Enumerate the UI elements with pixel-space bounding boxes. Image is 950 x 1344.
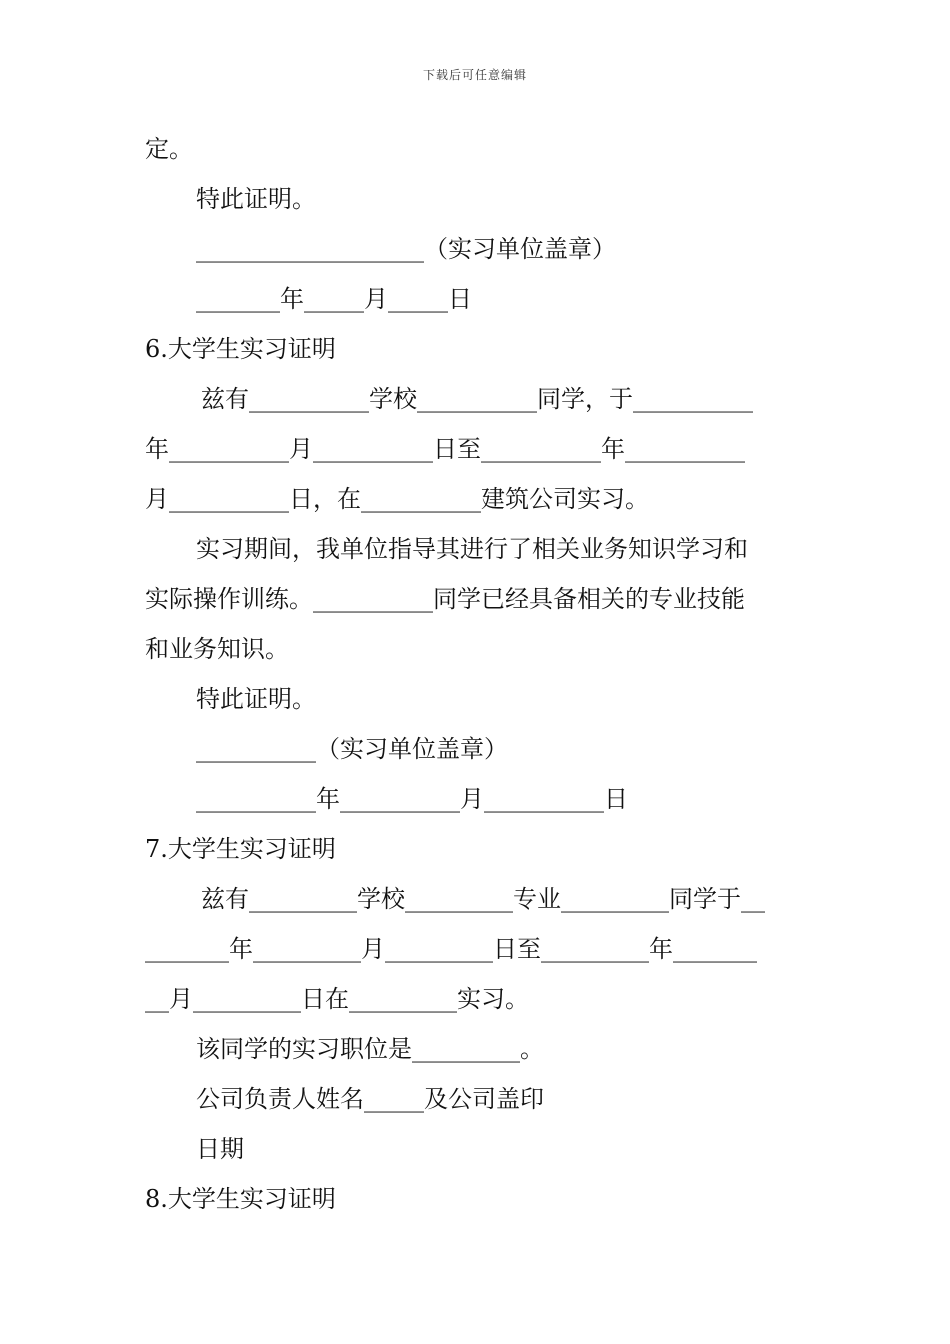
text-line: 定。 <box>145 135 193 163</box>
text-line: 公司负责人姓名_____及公司盖印 <box>196 1085 544 1113</box>
text-line: __月_________日在_________实习。 <box>145 985 529 1013</box>
page-header: 下载后可任意编辑 <box>422 68 527 82</box>
text-line: _______年_________月_________日至_________年_______ <box>145 935 757 963</box>
text-line: 特此证明。 <box>196 685 316 713</box>
text-line: 和业务知识。 <box>145 635 289 663</box>
text-line: 日期 <box>196 1135 244 1163</box>
text-line: 特此证明。 <box>196 185 316 213</box>
section-title: 8.大学生实习证明 <box>145 1185 336 1213</box>
text-line: 实习期间，我单位指导其进行了相关业务知识学习和 <box>196 535 748 563</box>
text-line: 该同学的实习职位是_________。 <box>196 1035 544 1063</box>
text-line: 兹有_________学校_________专业_________同学于__ <box>201 885 765 913</box>
text-line: 月__________日，在__________建筑公司实习。 <box>145 485 649 513</box>
text-line: 年__________月__________日至__________年__________ <box>145 435 745 463</box>
section-title: 7.大学生实习证明 <box>145 835 336 863</box>
section-title: 6.大学生实习证明 <box>145 335 336 363</box>
date-line: _______年_____月_____日 <box>196 285 472 313</box>
text-line: 实际操作训练。__________同学已经具备相关的专业技能 <box>145 585 745 613</box>
date-line: __________年__________月__________日 <box>196 785 628 813</box>
text-line: 兹有__________学校__________同学，于__________ <box>201 385 753 413</box>
document-body <box>145 124 807 1224</box>
seal-line: __________（实习单位盖章） <box>196 735 508 763</box>
seal-line: ___________________（实习单位盖章） <box>196 235 616 263</box>
